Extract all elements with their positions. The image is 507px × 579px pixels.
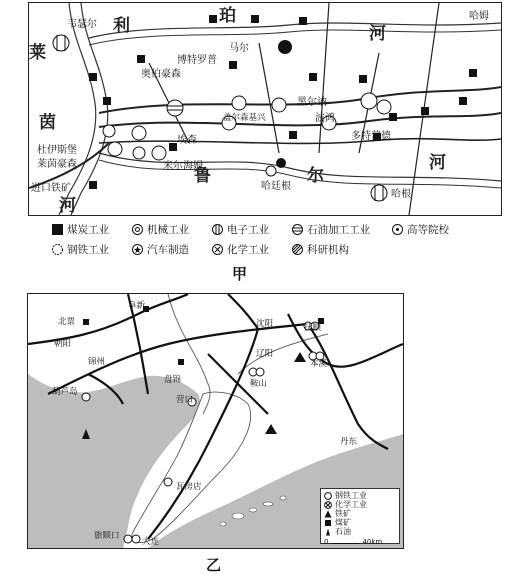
machinery-icon (132, 224, 143, 235)
legend-label: 石油 (335, 527, 351, 536)
legend-label: 化学工业 (335, 500, 367, 509)
chemical-site-marl (278, 40, 292, 54)
place-marl: 马尔 (229, 43, 249, 54)
research-icon (292, 244, 303, 255)
chemical-icon (212, 244, 223, 255)
place-beipiao: 北票 (58, 317, 76, 327)
oil-icon (292, 224, 303, 235)
river-label-4: 利 (113, 16, 130, 36)
legend-label: 高等院校 (407, 224, 449, 236)
place-dortmund: 多特蒙德 (351, 131, 391, 142)
legend-label: 化学工业 (227, 244, 269, 256)
place-panjin: 盘锦 (164, 375, 182, 385)
river-label-8: 尔 (307, 166, 324, 186)
chemical-icon (324, 501, 332, 509)
place-yingkou: 营口 (176, 395, 194, 405)
legend-item-steel (52, 242, 109, 257)
river-label-5: 珀 (219, 6, 236, 26)
place-hattingen: 哈廷根 (261, 181, 291, 192)
place-liaoyang: 辽阳 (256, 349, 274, 359)
legend-b-oil (324, 527, 396, 536)
city-dot (276, 158, 286, 168)
river-label-7: 鲁 (194, 166, 211, 186)
place-shenyang: 沈阳 (256, 319, 274, 329)
place-huludao: 葫芦岛 (52, 387, 78, 397)
river-label-2: 茵 (39, 113, 56, 133)
steel-icon (52, 244, 63, 255)
place-chaoyang: 朝阳 (54, 339, 72, 349)
legend-label: 铁矿 (335, 509, 351, 518)
place-dandong: 丹东 (340, 437, 358, 447)
place-fushun: 抚顺 (304, 323, 322, 333)
scale-bar (324, 537, 396, 546)
legend-item-electronics (212, 222, 269, 237)
legend-label: 汽车制造 (147, 244, 189, 256)
place-jinzhou: 锦州 (88, 357, 106, 367)
map-ruhr (28, 2, 502, 216)
place-dalian: 大连 (142, 537, 160, 547)
legend-item-oil (292, 222, 370, 237)
caption-map-b: 乙 (206, 556, 222, 574)
legend-item-research (292, 242, 349, 257)
scale-end-label: 40km (362, 537, 383, 546)
place-anshan: 鞍山 (250, 379, 268, 389)
place-hamm: 哈姆 (469, 11, 489, 22)
place-weser: 韦瑟尔 (67, 19, 97, 30)
iron-ore-icon (324, 510, 332, 518)
map-ruhr-canvas (29, 3, 501, 215)
legend-label: 科研机构 (307, 244, 349, 256)
coal-icon (52, 224, 63, 235)
legend-item-coal (52, 222, 109, 237)
river-label-1: 莱 (29, 43, 46, 63)
legend-label: 煤矿 (335, 518, 351, 527)
legend-label: 机械工业 (147, 224, 189, 236)
place-krefeld: 莱茵豪森 (37, 159, 77, 170)
legend-ruhr (52, 222, 502, 258)
auto-icon (132, 244, 143, 255)
legend-item-chemical (212, 242, 269, 257)
river-label-6: 河 (369, 24, 386, 44)
place-duisburg: 杜伊斯堡 (37, 145, 77, 156)
legend-item-college (392, 222, 449, 237)
scale-line (331, 539, 359, 544)
steel-icon (324, 492, 332, 500)
legend-item-auto (132, 242, 189, 257)
place-essen: 埃森 (177, 135, 197, 146)
iron-ore-markers (265, 352, 306, 434)
lippe-river-bank (89, 30, 501, 45)
legend-item-machinery (132, 222, 189, 237)
place-mulheim: 米尔海姆 (163, 161, 203, 172)
place-wafangdian: 瓦房店 (176, 482, 202, 492)
caption-map-a: 甲 (232, 265, 248, 283)
place-bochum: 波鸿 (315, 113, 335, 124)
place-import-railway: 进口铁矿 (31, 183, 71, 194)
place-lushunkou: 旅顺口 (94, 531, 120, 541)
electronics-icon (212, 224, 223, 235)
place-gelsenkirchen: 盖尔森基兴 (223, 113, 266, 123)
lippe-river (89, 23, 501, 38)
legend-label: 钢铁工业 (67, 244, 109, 256)
legend-liaoning (320, 488, 400, 544)
coal-mine-icon (324, 519, 332, 527)
legend-label: 煤炭工业 (67, 224, 109, 236)
oil-field-icon (324, 528, 332, 536)
legend-label: 钢铁工业 (335, 491, 367, 500)
place-herne: 黑尔讷 (297, 97, 327, 108)
college-icon (392, 224, 403, 235)
place-hagen: 哈根 (391, 189, 411, 200)
river-label-3: 河 (59, 196, 76, 215)
place-fuxin: 阜新 (128, 301, 146, 311)
river-label-9: 河 (429, 153, 446, 173)
scale-start-label: 0 (324, 537, 329, 546)
legend-label: 电子工业 (227, 224, 269, 236)
railway-3 (99, 139, 501, 144)
legend-label: 石油加工工业 (307, 224, 370, 236)
railway-2 (99, 113, 501, 127)
place-bottrop: 博特罗普 (177, 55, 217, 66)
place-benxi: 本溪 (310, 359, 328, 369)
place-oberhausen: 奥伯豪森 (141, 69, 181, 80)
